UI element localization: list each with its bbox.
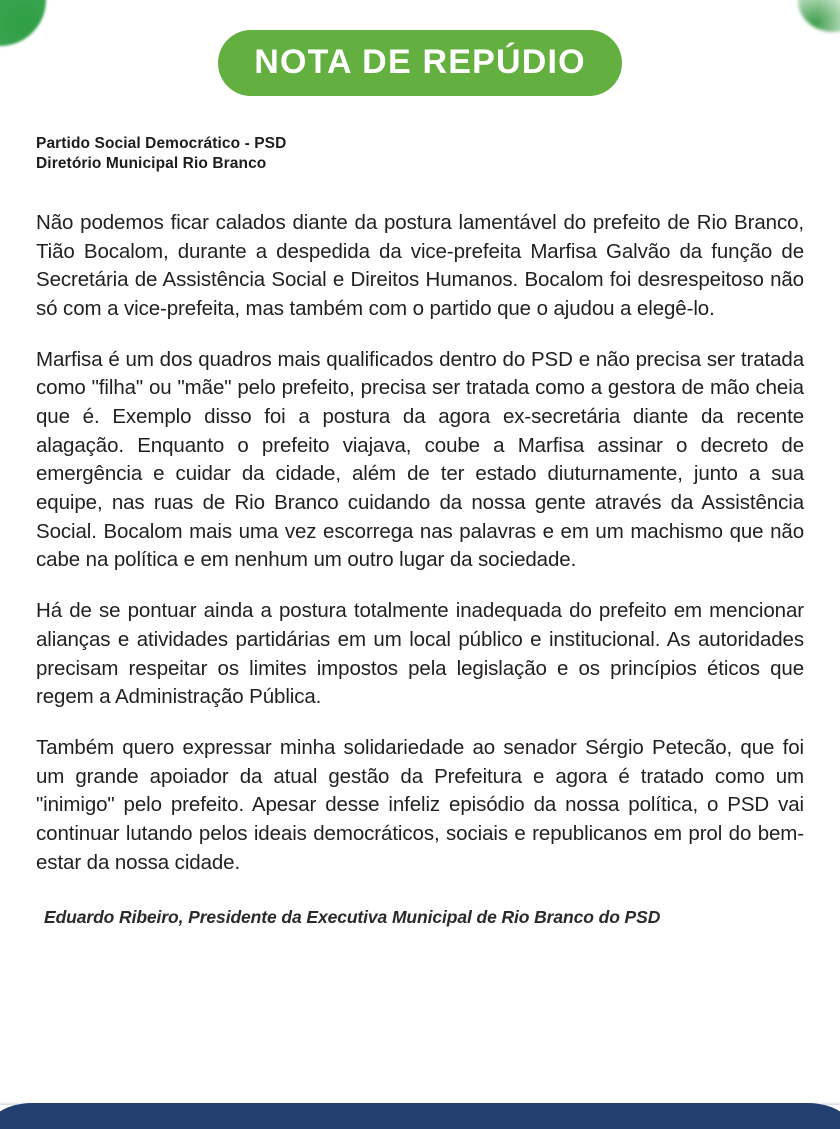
- organization-chapter-name: Diretório Municipal Rio Branco: [36, 155, 267, 173]
- paragraph: Há de se pontuar ainda a postura totalmente inadequada do prefeito em mencionar alianças e atividades partidárias em um local público e institucional. As autoridades precisam respeitar os limites impostos pela legislação e os princípios éticos que regem a Administração Pública.: [36, 599, 804, 709]
- signature-line: Eduardo Ribeiro, Presidente da Executiva Municipal de Rio Branco do PSD: [44, 907, 661, 928]
- organization-party-name: Partido Social Democrático - PSD: [36, 135, 287, 152]
- bottom-band: [0, 1103, 840, 1129]
- title-banner: NOTA DE REPÚDIO: [218, 30, 622, 96]
- body-text: [36, 209, 804, 877]
- organization-block: [36, 134, 804, 175]
- paragraph: Marfisa é um dos quadros mais qualificados dentro do PSD e não precisa ser tratada como "filha" ou "mãe" pelo prefeito, precisa ser tratada como a gestora de mão cheia que é. Exemplo disso foi a postura da agora ex-secretária diante da recente alagação. Enquanto o prefeito viajava, coube a Marfisa assinar o decreto de emergência e cuidar da cidade, além de ter estado diuturnamente, junto a sua equipe, nas ruas de Rio Branco cuidando da nossa gente através da Assistência Social. Bocalom mais uma vez escorrega nas palavras e em um machismo que não cabe na política e em nenhum um outro lugar da sociedade.: [36, 347, 804, 572]
- bottom-band-sheen: [0, 1102, 840, 1105]
- paragraph: Não podemos ficar calados diante da postura lamentável do prefeito de Rio Branco, Tião Bocalom, durante a despedida da vice-prefeita Marfisa Galvão da função de Secretária de Assistência Social e Direitos Humanos. Bocalom foi desrespeitoso não só com a vice-prefeita, mas também com o partido que o ajudou a elegê-lo.: [36, 210, 804, 320]
- title-banner-wrap: [36, 0, 804, 96]
- paragraph: Também quero expressar minha solidariedade ao senador Sérgio Petecão, que foi um grande apoiador da atual gestão da Prefeitura e agora é tratado como um "inimigo" pelo prefeito. Apesar desse infeliz episódio da nossa política, o PSD vai continuar lutando pelos ideais democráticos, sociais e republicanos em prol do bem-estar da nossa cidade.: [36, 735, 804, 874]
